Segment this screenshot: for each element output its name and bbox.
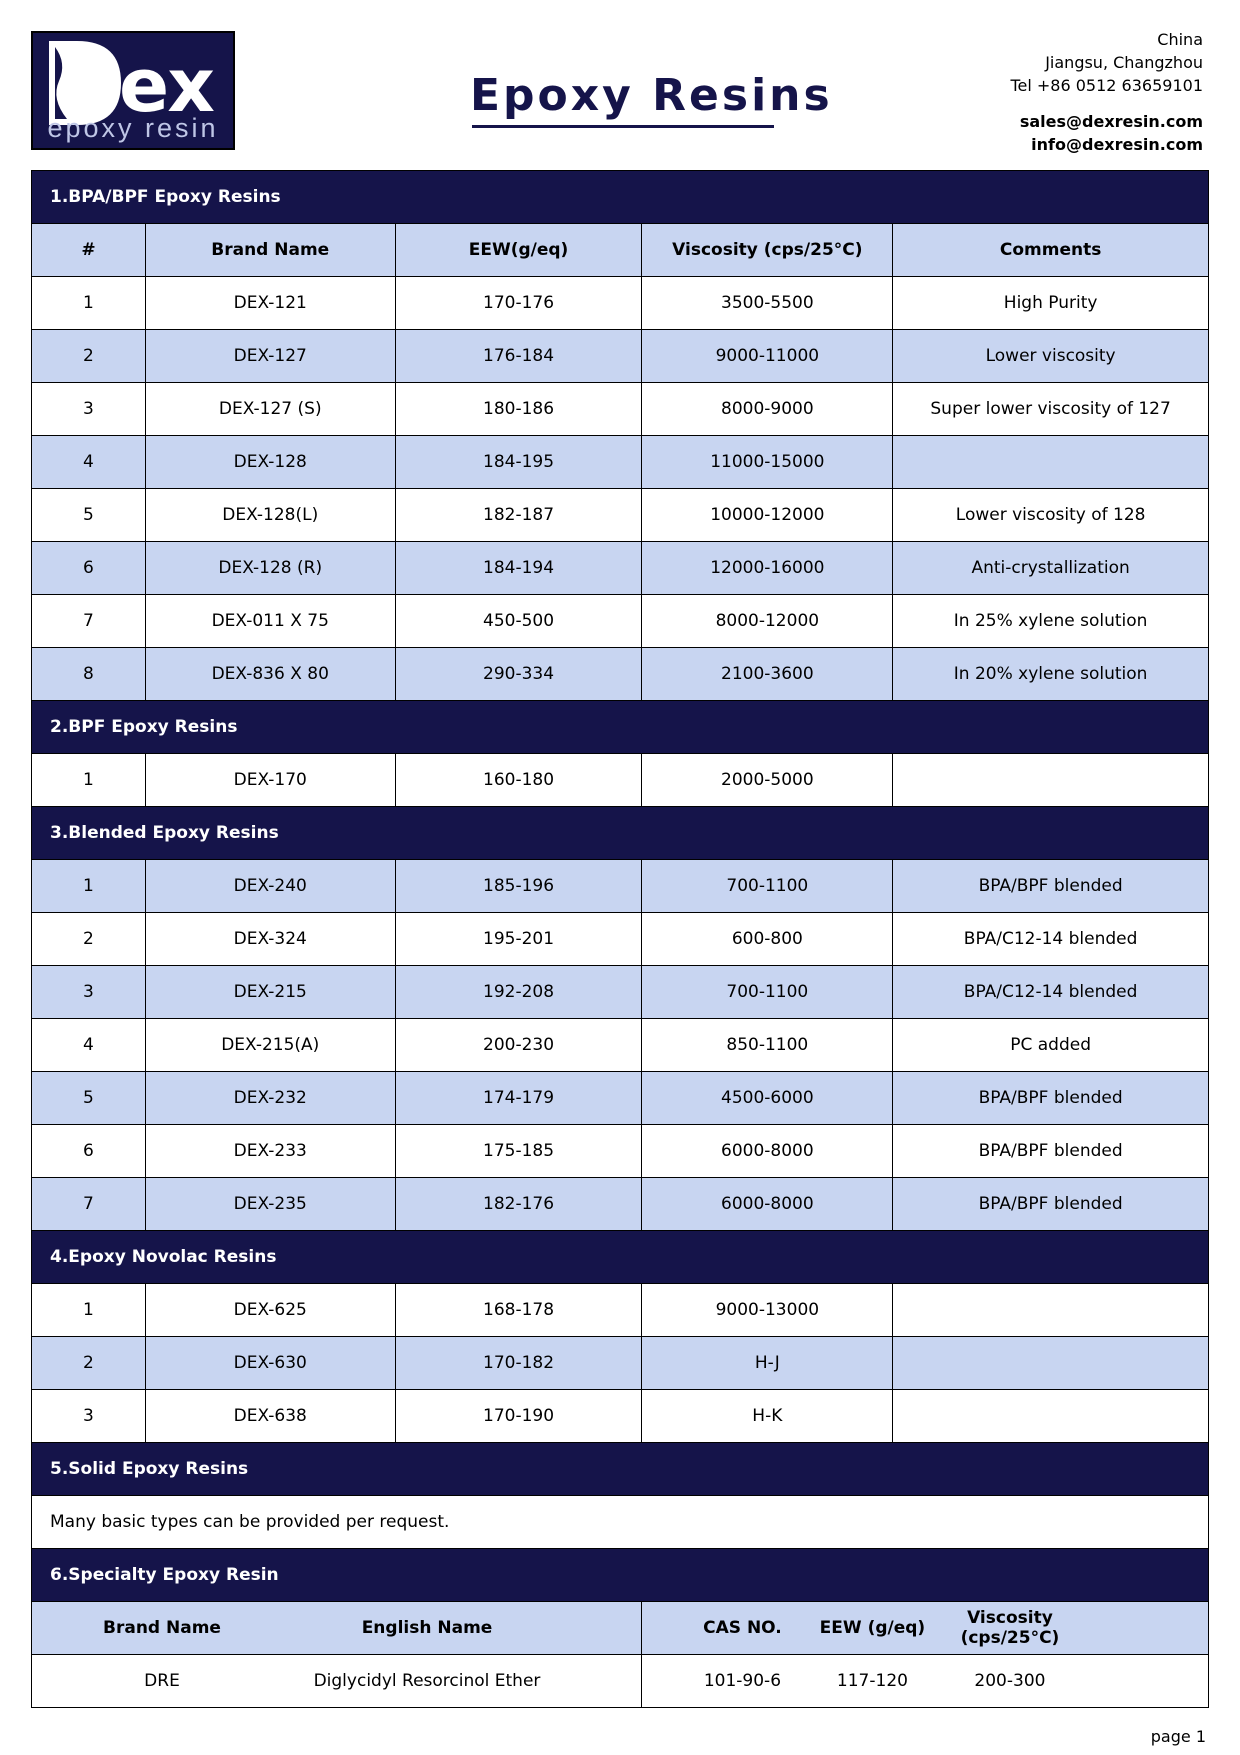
table-cell: 8000-12000 (642, 595, 893, 648)
specialty-cell: DRE (144, 1671, 180, 1691)
table-cell: 170-176 (395, 277, 642, 330)
section-header (32, 1443, 1209, 1496)
table-cell (893, 1337, 1209, 1390)
table-row (32, 1125, 1209, 1178)
contact-email-info[interactable]: info@dexresin.com (1031, 135, 1203, 154)
table-cell: 4 (32, 1019, 146, 1072)
table-cell: 6 (32, 1125, 146, 1178)
table-cell: 184-195 (395, 436, 642, 489)
specialty-cell: Diglycidyl Resorcinol Ether (313, 1671, 541, 1691)
table-cell: H-K (642, 1390, 893, 1443)
section-header (32, 807, 1209, 860)
table-row (32, 595, 1209, 648)
table-cell: DEX-324 (145, 913, 395, 966)
table-row (32, 1337, 1209, 1390)
table-cell: 1 (32, 277, 146, 330)
column-header: Viscosity (cps/25°C) (642, 224, 893, 277)
section-header (32, 1549, 1209, 1602)
solid-resin-note: Many basic types can be provided per request. (32, 1496, 1209, 1549)
table-cell: 6000-8000 (642, 1178, 893, 1231)
table-cell: 850-1100 (642, 1019, 893, 1072)
company-logo (31, 31, 235, 150)
table-cell: 174-179 (395, 1072, 642, 1125)
section-header (32, 701, 1209, 754)
table-cell: Anti-crystallization (893, 542, 1209, 595)
column-header: EEW(g/eq) (395, 224, 642, 277)
table-cell: 4 (32, 436, 146, 489)
contact-region: Jiangsu, Changzhou (1045, 53, 1203, 72)
table-cell: 8 (32, 648, 146, 701)
title-underline (472, 125, 774, 128)
table-cell: DEX-638 (145, 1390, 395, 1443)
table-cell: 170-190 (395, 1390, 642, 1443)
section-title: 2.BPF Epoxy Resins (32, 701, 1209, 754)
table-cell: 7 (32, 1178, 146, 1231)
section-header (32, 171, 1209, 224)
table-cell: DEX-625 (145, 1284, 395, 1337)
table-cell: BPA/BPF blended (893, 1178, 1209, 1231)
table-cell: 6000-8000 (642, 1125, 893, 1178)
section-header (32, 1231, 1209, 1284)
table-cell: 9000-11000 (642, 330, 893, 383)
table-cell: 200-230 (395, 1019, 642, 1072)
table-cell: High Purity (893, 277, 1209, 330)
table-row (32, 330, 1209, 383)
table-cell: 5 (32, 489, 146, 542)
specialty-cell: CAS NO. (703, 1618, 782, 1638)
table-cell: DEX-235 (145, 1178, 395, 1231)
table-cell: BPA/C12-14 blended (893, 966, 1209, 1019)
table-cell: BPA/BPF blended (893, 860, 1209, 913)
section-title: 3.Blended Epoxy Resins (32, 807, 1209, 860)
table-row (32, 913, 1209, 966)
table-cell: 2100-3600 (642, 648, 893, 701)
table-cell: DEX-128 (R) (145, 542, 395, 595)
specialty-cell: 117-120 (836, 1671, 908, 1691)
table-cell: DEX-011 X 75 (145, 595, 395, 648)
table-cell: 192-208 (395, 966, 642, 1019)
table-cell: Lower viscosity of 128 (893, 489, 1209, 542)
table-cell: DEX-215(A) (145, 1019, 395, 1072)
table-row (32, 754, 1209, 807)
column-header: # (32, 224, 146, 277)
logo-wordmark-text: ex (119, 43, 213, 129)
specialty-header-row (32, 1602, 1209, 1655)
note-row (32, 1496, 1209, 1549)
specialty-cell: EEW (g/eq) (819, 1618, 926, 1638)
table-cell: DEX-127 (145, 330, 395, 383)
page-title: Epoxy Resins (470, 70, 833, 121)
table-cell: DEX-233 (145, 1125, 395, 1178)
table-row (32, 1284, 1209, 1337)
table-row (32, 966, 1209, 1019)
table-cell: 6 (32, 542, 146, 595)
table-cell: 2 (32, 330, 146, 383)
column-header-row (32, 224, 1209, 277)
column-header: Brand Name (145, 224, 395, 277)
table-cell: DEX-121 (145, 277, 395, 330)
table-cell: 176-184 (395, 330, 642, 383)
specialty-cell: Brand Name (103, 1618, 221, 1638)
table-cell: 195-201 (395, 913, 642, 966)
table-cell: 3 (32, 383, 146, 436)
table-cell: H-J (642, 1337, 893, 1390)
table-cell (893, 1390, 1209, 1443)
logo-subtitle: epoxy resin (47, 113, 219, 143)
table-cell: DEX-128 (145, 436, 395, 489)
table-cell: 11000-15000 (642, 436, 893, 489)
contact-email-sales[interactable]: sales@dexresin.com (1019, 112, 1203, 131)
table-cell: 2 (32, 1337, 146, 1390)
table-cell: BPA/BPF blended (893, 1125, 1209, 1178)
table-row (32, 277, 1209, 330)
table-cell: DEX-127 (S) (145, 383, 395, 436)
table-cell: 185-196 (395, 860, 642, 913)
table-row (32, 383, 1209, 436)
table-row (32, 1019, 1209, 1072)
table-row (32, 489, 1209, 542)
table-cell: 175-185 (395, 1125, 642, 1178)
table-cell: 1 (32, 860, 146, 913)
table-cell: 7 (32, 595, 146, 648)
table-cell: 10000-12000 (642, 489, 893, 542)
table-cell: DEX-240 (145, 860, 395, 913)
section-title: 1.BPA/BPF Epoxy Resins (32, 171, 1209, 224)
specialty-data-row (32, 1655, 1209, 1708)
table-cell: DEX-170 (145, 754, 395, 807)
table-cell (893, 436, 1209, 489)
table-cell: 184-194 (395, 542, 642, 595)
table-cell: 1 (32, 754, 146, 807)
table-cell: 2 (32, 913, 146, 966)
page-number: page 1 (1150, 1727, 1206, 1746)
table-cell: 168-178 (395, 1284, 642, 1337)
table-row (32, 542, 1209, 595)
section-title: 4.Epoxy Novolac Resins (32, 1231, 1209, 1284)
table-row (32, 1390, 1209, 1443)
table-cell: 170-182 (395, 1337, 642, 1390)
table-cell: In 20% xylene solution (893, 648, 1209, 701)
table-row (32, 436, 1209, 489)
table-cell: 290-334 (395, 648, 642, 701)
table-cell: 4500-6000 (642, 1072, 893, 1125)
table-cell: Lower viscosity (893, 330, 1209, 383)
table-cell: 1 (32, 1284, 146, 1337)
table-cell: 9000-13000 (642, 1284, 893, 1337)
table-cell: PC added (893, 1019, 1209, 1072)
table-row (32, 1178, 1209, 1231)
table-cell (893, 1284, 1209, 1337)
table-row (32, 1072, 1209, 1125)
table-cell: BPA/C12-14 blended (893, 913, 1209, 966)
table-cell: DEX-836 X 80 (145, 648, 395, 701)
table-cell: 450-500 (395, 595, 642, 648)
table-cell: 180-186 (395, 383, 642, 436)
table-cell: 182-187 (395, 489, 642, 542)
table-cell: 3500-5500 (642, 277, 893, 330)
contact-country: China (1157, 30, 1203, 49)
table-cell: 182-176 (395, 1178, 642, 1231)
table-cell: DEX-215 (145, 966, 395, 1019)
specialty-cell: English Name (361, 1618, 493, 1638)
table-cell: 160-180 (395, 754, 642, 807)
table-cell: DEX-232 (145, 1072, 395, 1125)
table-cell: 700-1100 (642, 860, 893, 913)
table-cell: 3 (32, 1390, 146, 1443)
table-cell: DEX-128(L) (145, 489, 395, 542)
contact-block (1010, 28, 1203, 156)
section-title: 5.Solid Epoxy Resins (32, 1443, 1209, 1496)
table-cell: 12000-16000 (642, 542, 893, 595)
table-cell: 2000-5000 (642, 754, 893, 807)
specialty-cell: 200-300 (974, 1671, 1046, 1691)
table-cell: Super lower viscosity of 127 (893, 383, 1209, 436)
table-cell: BPA/BPF blended (893, 1072, 1209, 1125)
table-cell (893, 754, 1209, 807)
specialty-cell: Viscosity (cps/25°C) (960, 1608, 1060, 1648)
specialty-cell: 101-90-6 (703, 1671, 782, 1691)
contact-phone: Tel +86 0512 63659101 (1010, 76, 1203, 95)
table-cell: 700-1100 (642, 966, 893, 1019)
table-cell: DEX-630 (145, 1337, 395, 1390)
product-table (31, 170, 1209, 1708)
table-cell: 600-800 (642, 913, 893, 966)
table-cell: 8000-9000 (642, 383, 893, 436)
table-cell: In 25% xylene solution (893, 595, 1209, 648)
table-cell: 5 (32, 1072, 146, 1125)
table-cell: 3 (32, 966, 146, 1019)
section-title: 6.Specialty Epoxy Resin (32, 1549, 1209, 1602)
table-row (32, 648, 1209, 701)
table-row (32, 860, 1209, 913)
column-header: Comments (893, 224, 1209, 277)
